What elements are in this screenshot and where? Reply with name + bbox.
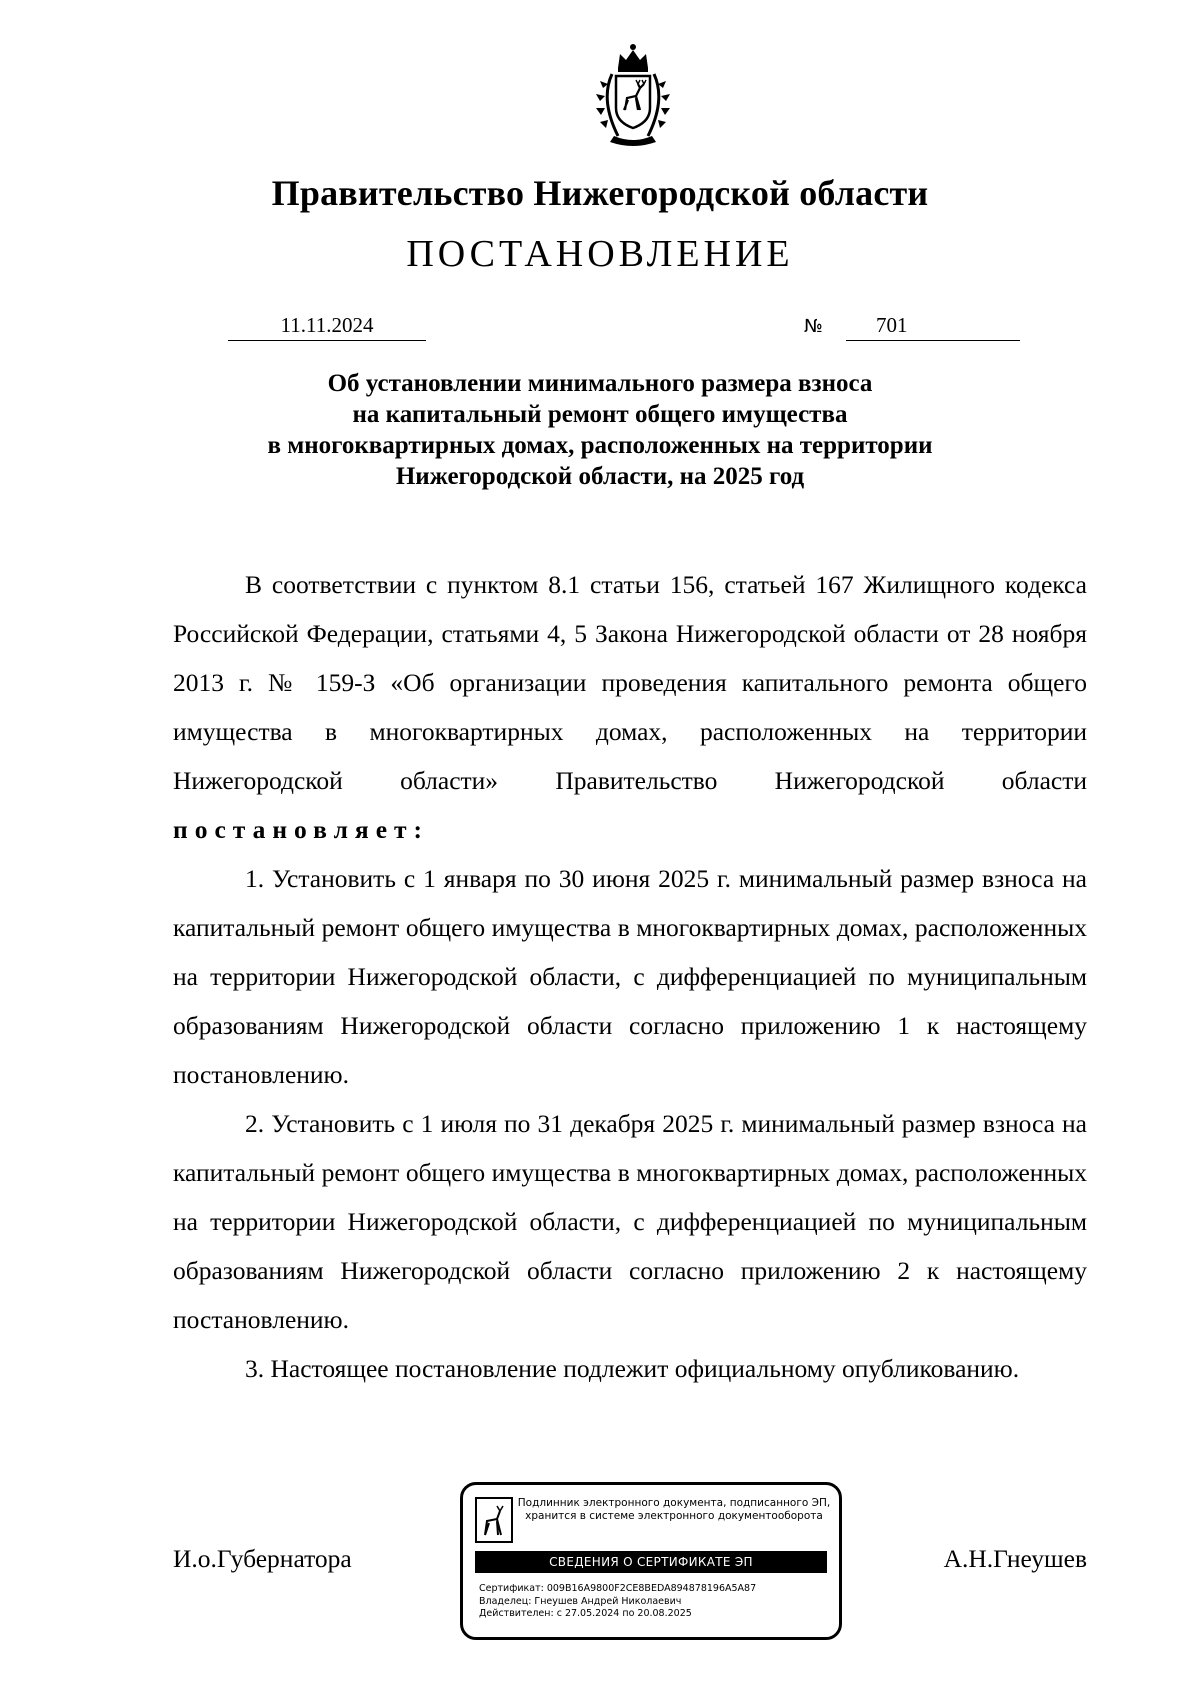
signatory-position: И.о.Губернатора (173, 1544, 352, 1573)
stamp-notice (517, 1497, 831, 1523)
document-type-heading: ПОСТАНОВЛЕНИЕ (406, 233, 794, 275)
subject-line: на капитальный ремонт общего имущества (352, 401, 848, 428)
stamp-notice-line: хранится в системе электронного документооборота (525, 1510, 823, 1522)
number-sign: № (804, 316, 823, 337)
stamp-notice-line: Подлинник электронного документа, подписанного ЭП, (517, 1497, 831, 1509)
certificate-number: Сертификат: 009B16A9800F2CE8BEDA894878196A5A87 (479, 1583, 757, 1594)
item-2-paragraph: 2. Установить с 1 июля по 31 декабря 2025 г. минимальный размер взноса на капитальный ремонт общего имущества в многоквартирных домах, расположенных на территории Нижегородской области, с дифференциацией по муниципальным образованиям Нижегородской области согласно приложению 2 к настоящему постановлению. (173, 1109, 1087, 1334)
item-3-paragraph: 3. Настоящее постановление подлежит официальному опубликованию. (245, 1354, 1020, 1383)
document-date: 11.11.2024 (280, 313, 374, 337)
certificate-owner: Владелец: Гнеушев Андрей Николаевич (479, 1595, 682, 1607)
organization-title: Правительство Нижегородской области (271, 173, 929, 213)
stamp-certificate-band: СВЕДЕНИЯ О СЕРТИФИКАТЕ ЭП (475, 1551, 827, 1573)
document-number: 701 (876, 313, 908, 337)
certificate-validity: Действителен: с 27.05.2024 по 20.08.2025 (479, 1608, 692, 1619)
subject-line: в многоквартирных домах, расположенных на территории (267, 432, 933, 459)
number-field (846, 304, 1020, 341)
subject-line: Нижегородской области, на 2025 год (395, 463, 805, 490)
resolves-word: постановляет: (173, 815, 430, 844)
date-field (228, 304, 426, 341)
document-subject (150, 368, 1050, 492)
deer-emblem-icon (475, 1497, 513, 1543)
nizhny-novgorod-coat-of-arms-icon (578, 40, 688, 150)
subject-line: Об установлении минимального размера взноса (327, 370, 873, 397)
preamble-text: В соответствии с пунктом 8.1 статьи 156, статьей 167 Жилищного кодекса Российской Федерации, статьями 4, 5 Закона Нижегородской области от 28 ноября 2013 г. № 159-З «Об организации проведения капитального ремонта общего имущества в многоквартирных домах, расположенных на территории Нижегородской области» Правительство Нижегородской области (173, 570, 1087, 795)
item-1-paragraph: 1. Установить с 1 января по 30 июня 2025 г. минимальный размер взноса на капитальный ремонт общего имущества в многоквартирных домах, расположенных на территории Нижегородской области, с дифференциацией по муниципальным образованиям Нижегородской области согласно приложению 1 к настоящему постановлению. (173, 864, 1087, 1089)
electronic-signature-stamp (460, 1482, 842, 1640)
document-body (173, 560, 1087, 1393)
signatory-name: А.Н.Гнеушев (943, 1544, 1087, 1573)
preamble-paragraph (173, 560, 1087, 854)
stamp-certificate-info (479, 1583, 829, 1621)
